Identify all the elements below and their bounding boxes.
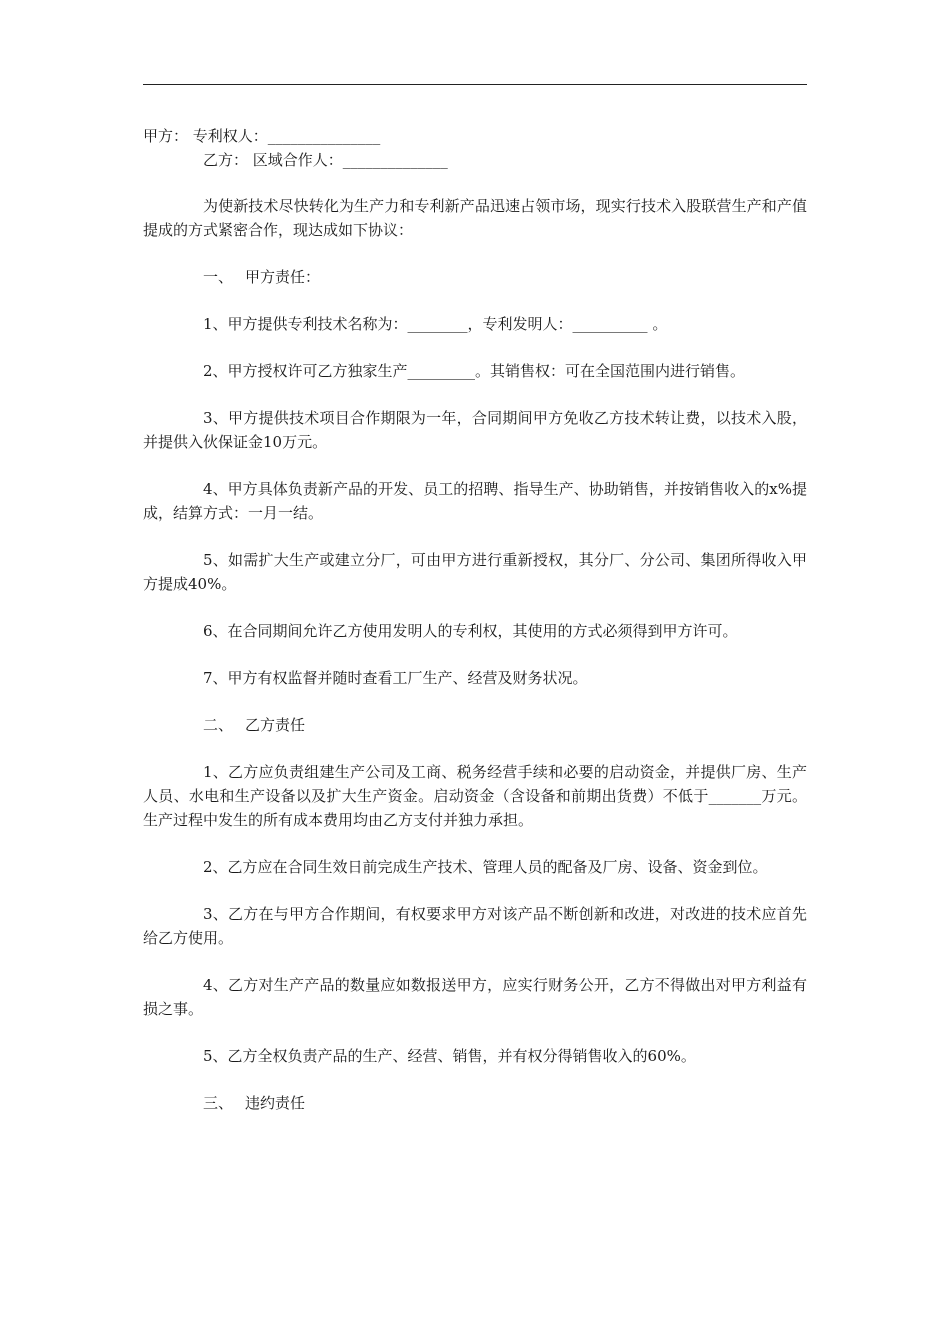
clause-a-6: 6、在合同期间允许乙方使用发明人的专利权，其使用的方式必须得到甲方许可。	[203, 622, 738, 640]
section-title: 违约责任	[245, 1094, 306, 1112]
clause-a-5: 5、如需扩大生产或建立分厂，可由甲方进行重新授权，其分厂、分公司、集团所得收入甲方提成40%。	[143, 551, 807, 593]
section-heading-party-b	[143, 713, 807, 737]
section-heading-party-a	[143, 265, 807, 289]
section-number: 二、	[203, 716, 234, 734]
clause-a-7: 7、甲方有权监督并随时查看工厂生产、经营及财务状况。	[203, 669, 588, 687]
clause-b-3: 3、乙方在与甲方合作期间，有权要求甲方对该产品不断创新和改进，对改进的技术应首先给乙方使用。	[143, 905, 807, 947]
clause-a-4: 4、甲方具体负责新产品的开发、员工的招聘、指导生产、协助销售，并按销售收入的x%提成，结算方式：一月一结。	[143, 480, 807, 522]
clause-b-5: 5、乙方全权负责产品的生产、经营、销售，并有权分得销售收入的60%。	[203, 1047, 696, 1065]
section-number: 三、	[203, 1094, 234, 1112]
clause-a-3: 3、甲方提供技术项目合作期限为一年，合同期间甲方免收乙方技术转让费，以技术入股，并提供入伙保证金10万元。	[143, 409, 807, 451]
clause-b-4: 4、乙方对生产产品的数量应如数报送甲方，应实行财务公开，乙方不得做出对甲方利益有损之事。	[143, 976, 807, 1018]
section-title: 乙方责任	[245, 716, 306, 734]
clause-b-2: 2、乙方应在合同生效日前完成生产技术、管理人员的配备及厂房、设备、资金到位。	[203, 858, 768, 876]
section-title: 甲方责任：	[245, 268, 321, 286]
clause-a-2: 2、甲方授权许可乙方独家生产_________。其销售权：可在全国范围内进行销售。	[203, 362, 746, 380]
clause-b-1: 1、乙方应负责组建生产公司及工商、税务经营手续和必要的启动资金，并提供厂房、生产人员、水电和生产设备以及扩大生产资金。启动资金（含设备和前期出货费）不低于_______万元。生产过程中发生的所有成本费用均由乙方支付并独力承担。	[143, 763, 807, 829]
contract-body	[143, 124, 807, 1115]
header-rule	[143, 84, 807, 85]
clause-a-1: 1、甲方提供专利技术名称为：________，专利发明人：__________ 。	[203, 315, 668, 333]
intro-paragraph: 为使新技术尽快转化为生产力和专利新产品迅速占领市场，现实行技术入股联营生产和产值提成的方式紧密合作，现达成如下协议：	[143, 197, 807, 239]
party-b-line: 乙方： 区域合作人：______________	[203, 151, 448, 169]
section-heading-breach	[143, 1091, 807, 1115]
section-number: 一、	[203, 268, 234, 286]
party-a-line: 甲方： 专利权人：_______________	[143, 127, 381, 145]
